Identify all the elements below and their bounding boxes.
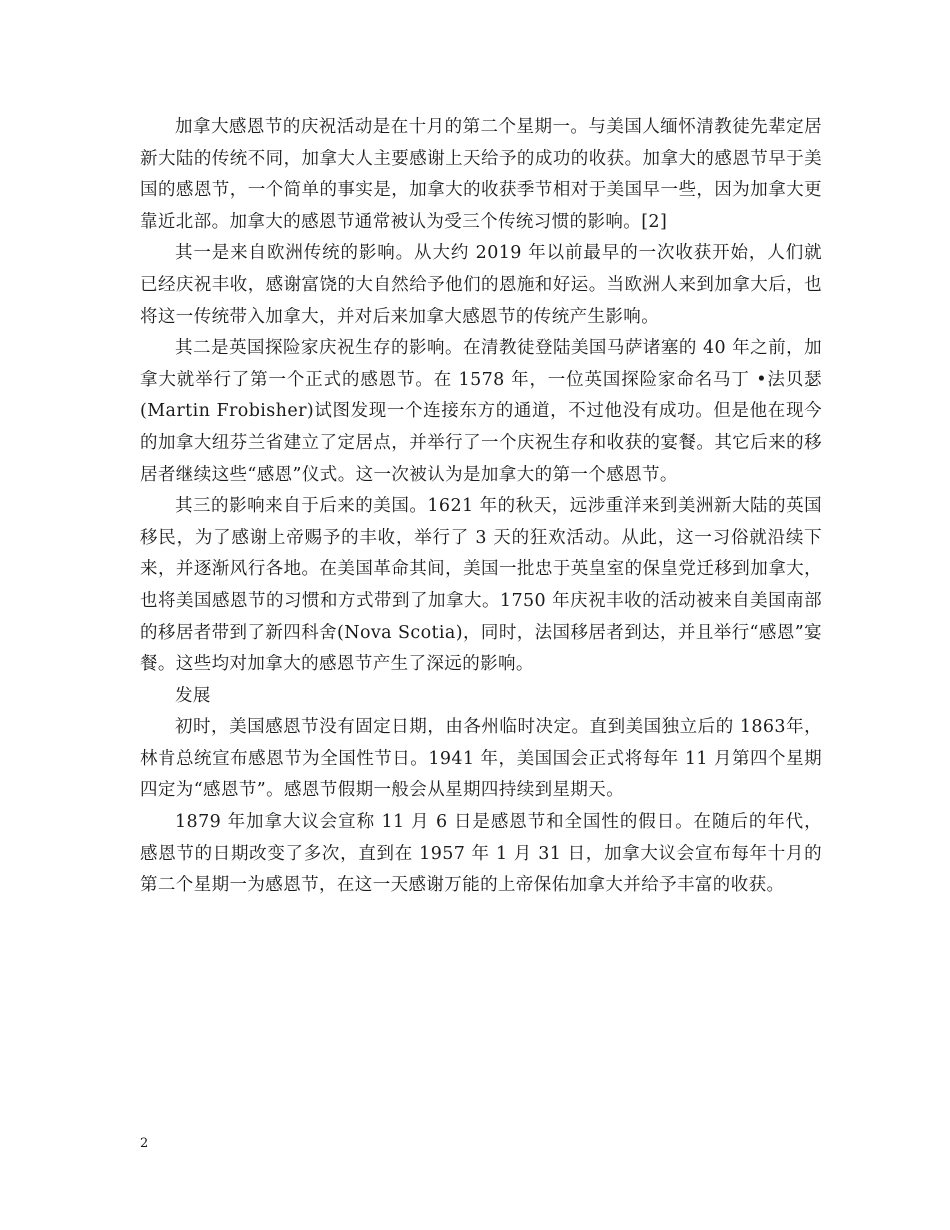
paragraph-canada-thanksgiving-intro: 加拿大感恩节的庆祝活动是在十月的第二个星期一。与美国人缅怀清教徒先辈定居新大陆的传统不同，加拿大人主要感谢上天给予的成功的收获。加拿大的感恩节早于美国的感恩节，一个简单的事实是，加拿大的收获季节相对于美国早一些，因为加拿大更靠近北部。加拿大的感恩节通常被认为受三个传统习惯的影响。[2] — [140, 117, 822, 232]
document-body — [140, 112, 822, 902]
paragraph-canada-parliament-date: 1879 年加拿大议会宣称 11 月 6 日是感恩节和全国性的假日。在随后的年代，感恩节的日期改变了多次，直到在 1957 年 1 月 31 日，加拿大议会宣布每年十月的第二个星期一为感恩节，在这一天感谢万能的上帝保佑加拿大并给予丰富的收获。 — [140, 812, 822, 896]
page-number: 2 — [140, 1136, 149, 1151]
paragraph-british-explorer: 其二是英国探险家庆祝生存的影响。在清教徒登陆美国马萨诸塞的 40 年之前，加拿大就举行了第一个正式的感恩节。在 1578 年，一位英国探险家命名马丁 •法贝瑟(Martin Frobisher)试图发现一个连接东方的通道，不过他没有成功。但是他在现今的加拿大纽芬兰省建立了定居点，并举行了一个庆祝生存和收获的宴餐。其它后来的移居者继续这些“感恩”仪式。这一次被认为是加拿大的第一个感恩节。 — [140, 338, 822, 485]
section-heading-development: 发展 — [175, 685, 211, 706]
paragraph-european-tradition: 其一是来自欧洲传统的影响。从大约 2019 年以前最早的一次收获开始，人们就已经庆祝丰收，感谢富饶的大自然给予他们的恩施和好运。当欧洲人来到加拿大后，也将这一传统带入加拿大，并对后来加拿大感恩节的传统产生影响。 — [140, 243, 822, 327]
paragraph-us-thanksgiving-date: 初时，美国感恩节没有固定日期，由各州临时决定。直到美国独立后的 1863年，林肯总统宣布感恩节为全国性节日。1941 年，美国国会正式将每年 11 月第四个星期四定为“感恩节”。感恩节假期一般会从星期四持续到星期天。 — [140, 717, 822, 801]
paragraph-american-influence: 其三的影响来自于后来的美国。1621 年的秋天，远涉重洋来到美洲新大陆的英国移民，为了感谢上帝赐予的丰收，举行了 3 天的狂欢活动。从此，这一习俗就沿续下来，并逐渐风行各地。在美国革命其间，美国一批忠于英皇室的保皇党迁移到加拿大，也将美国感恩节的习惯和方式带到了加拿大。1750 年庆祝丰收的活动被来自美国南部的移居者带到了新四科舍(Nova Scotia)，同时，法国移居者到达，并且举行“感恩”宴餐。这些均对加拿大的感恩节产生了深远的影响。 — [140, 496, 822, 675]
